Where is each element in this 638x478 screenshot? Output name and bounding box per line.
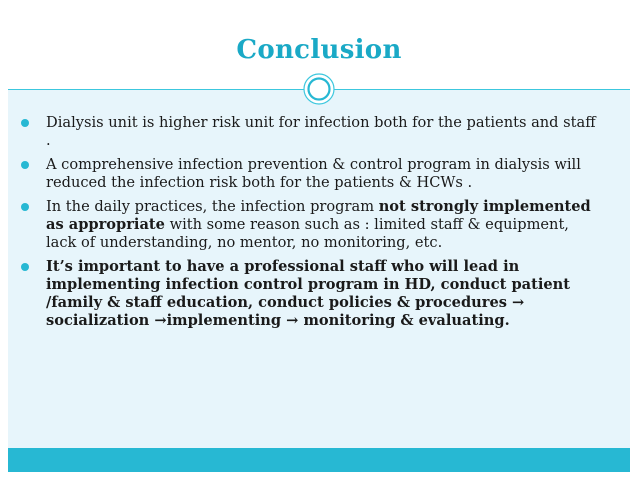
bullet-text (46, 198, 591, 251)
bullet-dot-icon (21, 161, 29, 169)
bullet-segment: A comprehensive infection prevention & control program in dialysis will reduced the infection risk both for the patients & HCWs . (46, 156, 581, 191)
bullet-dot-icon (21, 203, 29, 211)
bullet-dot-icon (21, 119, 29, 127)
bullet-segment: with some reason such as : limited staff & equipment, lack of understanding, no mentor, no monitoring, etc. (46, 216, 569, 251)
bullet-segment: In the daily practices, the infection program (46, 198, 379, 215)
footer-bar (8, 448, 630, 472)
slide-frame (8, 5, 630, 472)
divider-ring-icon (303, 73, 335, 105)
bullet-list (8, 114, 630, 336)
bullet-item (8, 198, 630, 252)
slide-content (8, 90, 630, 448)
bullet-item (8, 114, 630, 150)
bullet-text (46, 156, 581, 191)
bullet-item (8, 258, 630, 330)
slide-title: Conclusion (236, 35, 402, 65)
bullet-segment-bold: not strongly implemented as appropriate (46, 198, 591, 233)
bullet-dot-icon (21, 263, 29, 271)
bullet-segment-bold: It’s important to have a professional staff who will lead in implementing infection control program in HD, conduct patient /family & staff education, conduct policies & procedures → socialization →implementing → monitoring & evaluating. (46, 258, 571, 329)
bullet-item (8, 156, 630, 192)
bullet-segment: Dialysis unit is higher risk unit for infection both for the patients and staff . (46, 114, 596, 149)
bullet-text (46, 114, 596, 149)
bullet-text (46, 258, 570, 329)
